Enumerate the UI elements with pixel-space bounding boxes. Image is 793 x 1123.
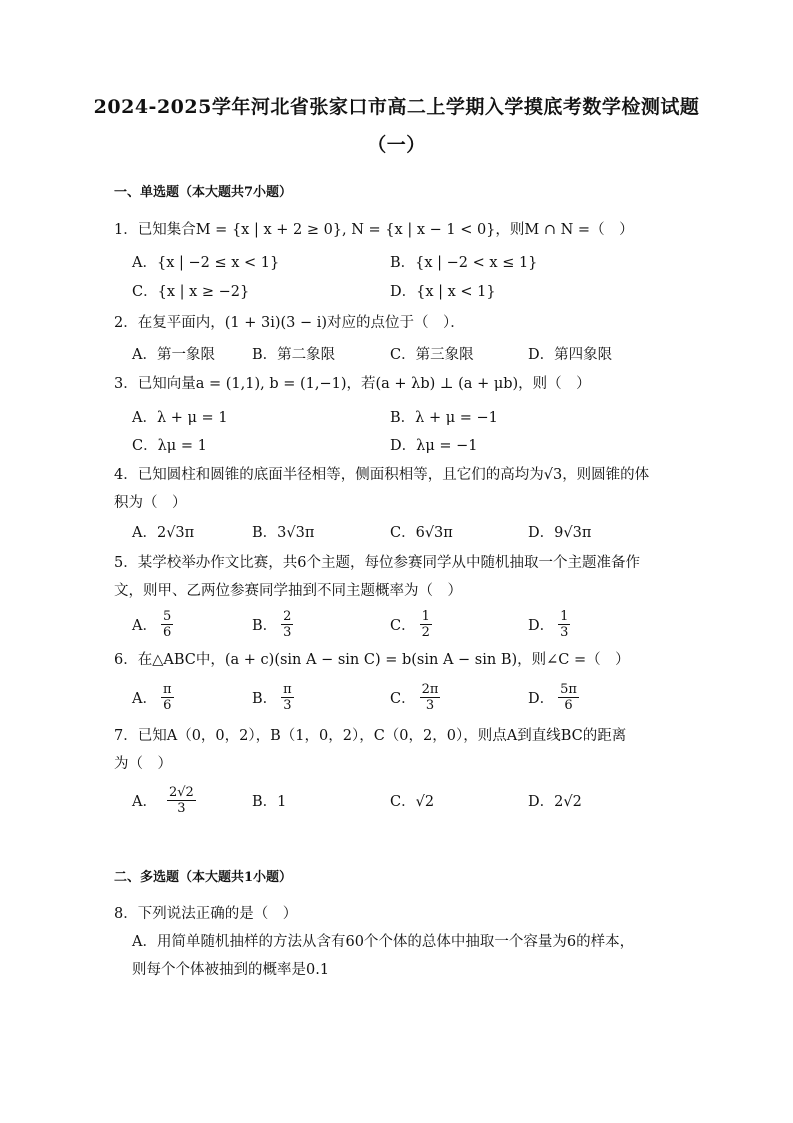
fraction-denominator: 3 xyxy=(425,697,435,713)
option-label: A． xyxy=(132,690,157,707)
fraction xyxy=(558,609,570,640)
question-7-options xyxy=(132,783,692,817)
fraction xyxy=(558,682,579,713)
option-label: D． xyxy=(528,617,555,634)
question-6-option-b xyxy=(252,682,294,712)
fraction-denominator: 6 xyxy=(163,697,172,713)
question-5-option-b xyxy=(252,609,293,639)
question-2-option-d: D．第四象限 xyxy=(528,346,613,363)
fraction-denominator: 6 xyxy=(564,697,573,713)
fraction-denominator: 6 xyxy=(162,624,172,640)
question-8-option-a-line1: A．用简单随机抽样的方法从含有60个个体的总体中抽取一个容量为6的样本， xyxy=(132,934,635,950)
option-label: B． xyxy=(252,690,278,707)
question-4-option-c: C．6√3π xyxy=(390,524,453,541)
fraction-numerator: π xyxy=(283,681,292,697)
question-5-option-d xyxy=(528,609,570,639)
question-3-option-d: D．λμ = −1 xyxy=(390,437,478,454)
question-7-option-a xyxy=(132,783,196,817)
option-label: C． xyxy=(390,690,416,707)
fraction-denominator: 2 xyxy=(421,624,430,640)
question-7-stem-line2: 为（ ） xyxy=(114,756,172,772)
option-label: A． xyxy=(132,617,157,634)
question-1-option-d: D．{x | x < 1} xyxy=(390,283,496,300)
question-6-options xyxy=(132,682,692,712)
question-5-option-a xyxy=(132,609,173,639)
fraction-numerator: 2√2 xyxy=(168,784,194,800)
question-3-option-a: A．λ + μ = 1 xyxy=(132,409,228,426)
question-8-stem: 8．下列说法正确的是（ ） xyxy=(114,906,298,922)
fraction-numerator: 1 xyxy=(560,608,569,624)
fraction-numerator: 1 xyxy=(421,608,430,624)
fraction xyxy=(420,609,432,640)
question-4-options xyxy=(132,518,692,544)
fraction-numerator: 2 xyxy=(283,608,292,624)
fraction-numerator: 5 xyxy=(162,608,172,624)
question-1-options-row2 xyxy=(132,277,692,303)
question-4-option-d: D．9√3π xyxy=(528,524,592,541)
option-label: C． xyxy=(390,617,416,634)
question-7-option-d: D．2√2 xyxy=(528,793,582,810)
question-2-option-b: B．第二象限 xyxy=(252,346,336,363)
question-3-option-b: B．λ + μ = −1 xyxy=(390,409,498,426)
question-8-option-a-line2: 则每个个体被抽到的概率是0.1 xyxy=(132,962,330,978)
fraction xyxy=(420,682,441,713)
section-single-choice: 一、单选题（本大题共7小题） xyxy=(114,185,293,200)
section-multiple-choice: 二、多选题（本大题共1小题） xyxy=(114,870,293,885)
fraction xyxy=(167,785,196,816)
fraction-numerator: 2π xyxy=(421,681,439,697)
exam-title: 2024-2025学年河北省张家口市高二上学期入学摸底考数学检测试题 xyxy=(93,96,700,118)
fraction xyxy=(281,682,294,713)
question-3-option-c: C．λμ = 1 xyxy=(132,437,207,454)
question-5-options xyxy=(132,609,692,639)
question-1-option-b: B．{x | −2 < x ≤ 1} xyxy=(390,254,538,271)
option-label: B． xyxy=(252,617,278,634)
question-1-option-a: A．{x | −2 ≤ x < 1} xyxy=(132,254,280,271)
question-1-option-c: C．{x | x ≥ −2} xyxy=(132,283,250,300)
question-5-option-c xyxy=(390,609,432,639)
exam-title-subtitle: （一） xyxy=(367,134,426,156)
question-6-stem: 6．在△ABC中，(a + c)(sin A − sin C) = b(sin A − sin B)，则∠C =（ ） xyxy=(114,652,630,668)
question-4-stem-line2: 积为（ ） xyxy=(114,495,187,511)
question-2-options xyxy=(132,340,692,366)
question-5-stem-line1: 5．某学校举办作文比赛，共6个主题，每位参赛同学从中随机抽取一个主题准备作 xyxy=(114,555,640,571)
fraction xyxy=(161,609,173,640)
question-5-stem-line2: 文，则甲、乙两位参赛同学抽到不同主题概率为（ ） xyxy=(114,583,462,599)
question-2-stem: 2．在复平面内，(1 + 3i)(3 − i)对应的点位于（ ）． xyxy=(114,315,465,331)
fraction-numerator: π xyxy=(162,681,172,697)
question-6-option-c xyxy=(390,682,440,712)
question-2-option-c: C．第三象限 xyxy=(390,346,474,363)
question-4-stem-line1: 4．已知圆柱和圆锥的底面半径相等，侧面积相等，且它们的高均为√3，则圆锥的体 xyxy=(114,467,650,483)
question-1-stem: 1．已知集合M = {x | x + 2 ≥ 0}, N = {x | x − 1 < 0}，则M ∩ N =（ ） xyxy=(114,222,634,238)
question-7-option-b: B．1 xyxy=(252,793,287,810)
question-3-options-row2 xyxy=(132,431,692,457)
fraction xyxy=(281,609,293,640)
fraction-denominator: 3 xyxy=(177,800,186,816)
question-7-option-c: C．√2 xyxy=(390,793,435,810)
question-2-option-a: A．第一象限 xyxy=(132,346,215,363)
question-4-option-b: B．3√3π xyxy=(252,524,315,541)
question-1-options-row1 xyxy=(132,248,692,274)
question-6-option-a xyxy=(132,682,174,712)
option-label: D． xyxy=(528,690,555,707)
question-4-option-a: A．2√3π xyxy=(132,524,195,541)
fraction-denominator: 3 xyxy=(560,624,569,640)
question-3-options-row1 xyxy=(132,403,692,429)
fraction-denominator: 3 xyxy=(283,697,292,713)
question-7-stem-line1: 7．已知A（0，0，2），B（1，0，2），C（0，2，0），则点A到直线BC的距离 xyxy=(114,728,627,744)
option-label: A． xyxy=(132,793,157,810)
question-3-stem: 3．已知向量a = (1,1), b = (1,−1)，若(a + λb) ⊥ (a + μb)，则（ ） xyxy=(114,376,591,392)
question-6-option-d xyxy=(528,682,579,712)
fraction xyxy=(161,682,174,713)
fraction-denominator: 3 xyxy=(283,624,292,640)
fraction-numerator: 5π xyxy=(560,681,577,697)
